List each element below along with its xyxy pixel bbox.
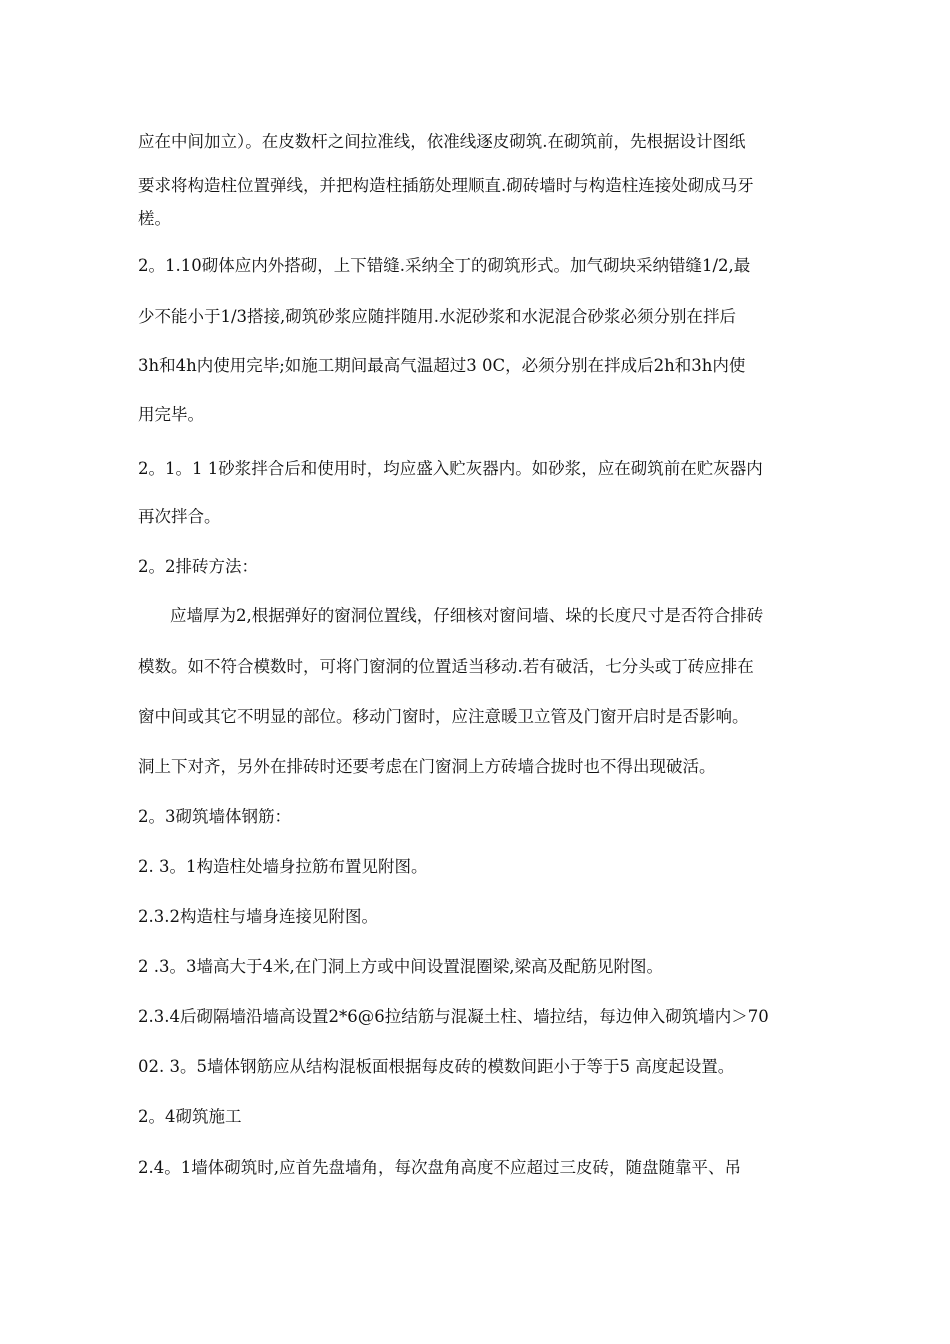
text-line-1: 应在中间加立）。在皮数杆之间拉准线，依准线逐皮砌筑.在砌筑前，先根据设计图纸 (138, 132, 746, 151)
text-line-12: 模数。如不符合模数时，可将门窗洞的位置适当移动.若有破活，七分头或丁砖应排在 (138, 657, 754, 676)
text-line-13: 窗中间或其它不明显的部位。移动门窗时，应注意暖卫立管及门窗开启时是否影响。 (138, 707, 749, 726)
text-line-2: 要求将构造柱位置弹线，并把构造柱插筋处理顺直.砌砖墙时与构造柱连接处砌成马牙 (138, 176, 754, 195)
text-line-7: 用完毕。 (138, 405, 204, 424)
text-line-22: 2.4。1墙体砌筑时,应首先盘墙角，每次盘角高度不应超过三皮砖，随盘随靠平、吊 (138, 1158, 741, 1177)
text-line-11: 应墙厚为2,根据弹好的窗洞位置线，仔细核对窗间墙、垛的长度尺寸是否符合排砖 (170, 606, 764, 625)
text-line-18: 2 .3。3墙高大于4米,在门洞上方或中间设置混圈梁,梁高及配筋见附图。 (138, 957, 663, 976)
text-line-17: 2.3.2构造柱与墙身连接见附图。 (138, 907, 378, 926)
text-line-19: 2.3.4后砌隔墙沿墙高设置2*6@6拉结筋与混凝土柱、墙拉结，每边伸入砌筑墙内＞70 (138, 1007, 769, 1026)
text-line-3: 槎。 (138, 209, 171, 228)
section-heading-2-3: 2。3砌筑墙体钢筋： (138, 807, 291, 826)
text-line-5: 少不能小于1/3搭接,砌筑砂浆应随拌随用.水泥砂浆和水泥混合砂浆必须分别在拌后 (138, 307, 737, 326)
text-line-14: 洞上下对齐，另外在排砖时还要考虑在门窗洞上方砖墙合拢时也不得出现破活。 (138, 757, 716, 776)
text-line-4: 2。1.10砌体应内外搭砌，上下错缝.采纳全丁的砌筑形式。加气砌块采纳错缝1/2,最 (138, 256, 751, 275)
section-heading-2-4: 2。4砌筑施工 (138, 1107, 242, 1126)
text-line-6: 3h和4h内使用完毕;如施工期间最高气温超过3 0C，必须分别在拌成后2h和3h内使 (138, 356, 746, 375)
text-line-8: 2。1。1 1砂浆拌合后和使用时，均应盛入贮灰器内。如砂浆，应在砌筑前在贮灰器内 (138, 459, 763, 478)
text-line-20: 02. 3。5墙体钢筋应从结构混板面根据每皮砖的模数间距小于等于5 高度起设置。 (138, 1057, 735, 1076)
text-line-9: 再次拌合。 (138, 507, 221, 526)
section-heading-2-2: 2。2排砖方法： (138, 557, 258, 576)
text-line-16: 2. 3。1构造柱处墙身拉筋布置见附图。 (138, 857, 428, 876)
